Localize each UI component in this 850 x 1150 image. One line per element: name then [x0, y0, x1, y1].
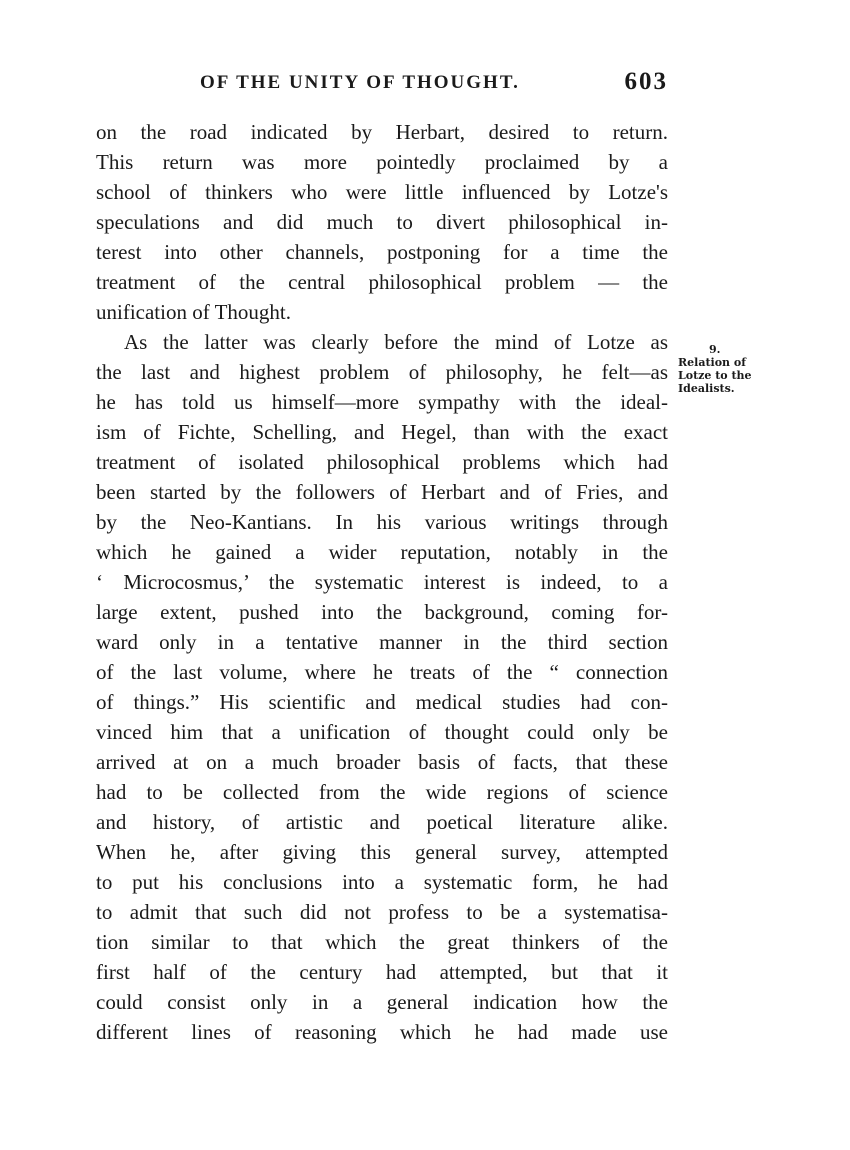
- text-line: been started by the followers of Herbart and of Fries, and: [96, 480, 668, 504]
- text-line: ‘ Microcosmus,’ the systematic interest is indeed, to a: [96, 570, 668, 594]
- text-line: treatment of isolated philosophical problems which had: [96, 450, 668, 474]
- text-line: on the road indicated by Herbart, desired to return.: [96, 120, 668, 144]
- margin-note: [678, 343, 768, 395]
- text-line: and history, of artistic and poetical literature alike.: [96, 810, 668, 834]
- text-line: by the Neo-Kantians. In his various writings through: [96, 510, 668, 534]
- text-line: could consist only in a general indication how the: [96, 990, 668, 1014]
- text-line: had to be collected from the wide regions of science: [96, 780, 668, 804]
- text-line: speculations and did much to divert philosophical in-: [96, 210, 668, 234]
- text-line: ism of Fichte, Schelling, and Hegel, than with the exact: [96, 420, 668, 444]
- text-line: ward only in a tentative manner in the third section: [96, 630, 668, 654]
- text-line: of things.” His scientific and medical studies had con-: [96, 690, 668, 714]
- running-title: OF THE UNITY OF THOUGHT.: [200, 72, 520, 93]
- page-number: 603: [624, 68, 668, 95]
- margin-note-line: Relation of: [678, 356, 746, 369]
- text-line: large extent, pushed into the background, coming for-: [96, 600, 668, 624]
- text-line: vinced him that a unification of thought could only be: [96, 720, 668, 744]
- text-line: he has told us himself—more sympathy with the ideal-: [96, 390, 668, 414]
- margin-note-number: 9.: [709, 343, 721, 356]
- text-line: to admit that such did not profess to be a systematisa-: [96, 900, 668, 924]
- text-line: treatment of the central philosophical problem — the: [96, 270, 668, 294]
- text-line: different lines of reasoning which he had made use: [96, 1020, 668, 1044]
- text-line: first half of the century had attempted, but that it: [96, 960, 668, 984]
- text-line: terest into other channels, postponing for a time the: [96, 240, 668, 264]
- text-line: unification of Thought.: [96, 300, 291, 324]
- text-line: tion similar to that which the great thinkers of the: [96, 930, 668, 954]
- body-text: [96, 117, 668, 1047]
- text-line: the last and highest problem of philosophy, he felt—as: [96, 360, 668, 384]
- text-line: to put his conclusions into a systematic form, he had: [96, 870, 668, 894]
- margin-note-line: Idealists.: [678, 382, 735, 395]
- text-line: This return was more pointedly proclaimed by a: [96, 150, 668, 174]
- text-line: As the latter was clearly before the mind of Lotze as: [124, 330, 668, 354]
- text-line: which he gained a wider reputation, notably in the: [96, 540, 668, 564]
- text-line: When he, after giving this general survey, attempted: [96, 840, 668, 864]
- text-line: school of thinkers who were little influenced by Lotze's: [96, 180, 668, 204]
- text-line: arrived at on a much broader basis of facts, that these: [96, 750, 668, 774]
- text-line: of the last volume, where he treats of the “ connection: [96, 660, 668, 684]
- running-head: [96, 68, 668, 102]
- margin-note-line: Lotze to the: [678, 369, 752, 382]
